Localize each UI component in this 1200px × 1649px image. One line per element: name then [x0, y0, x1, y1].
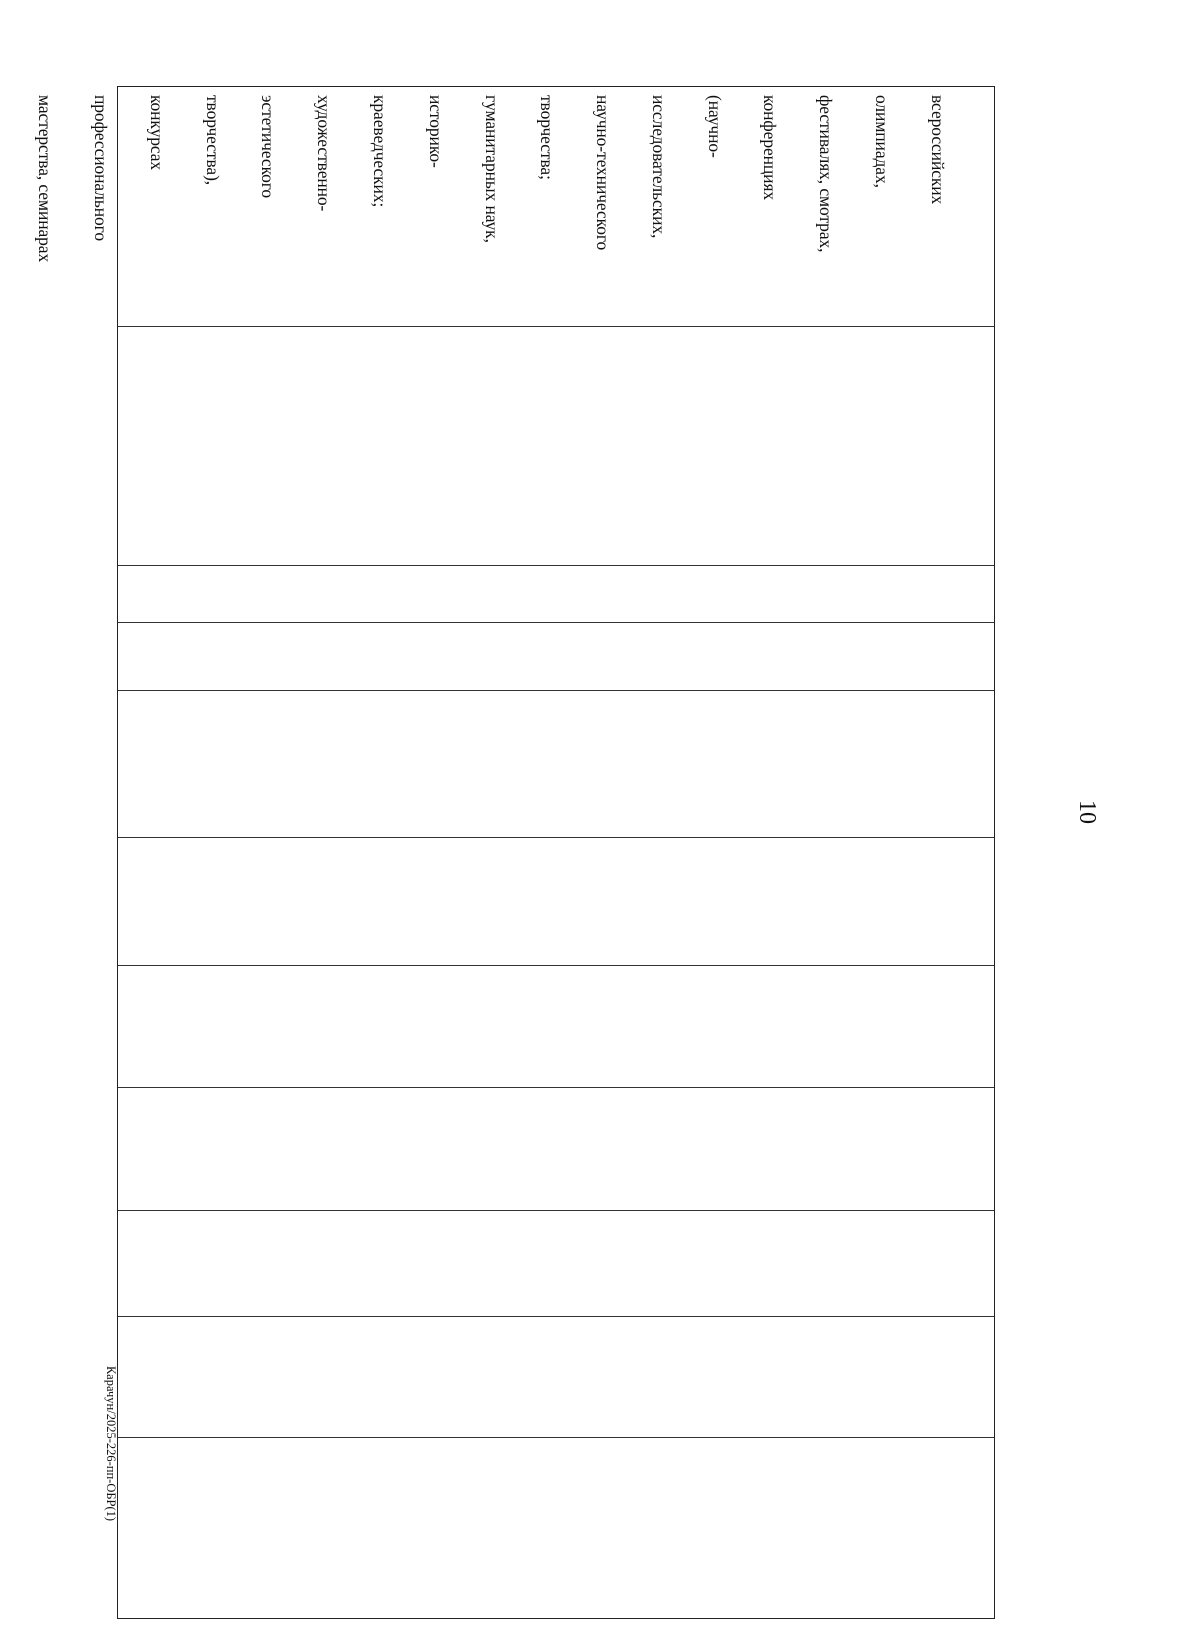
cell-line: исследовательских, — [648, 95, 669, 239]
cell-line: конкурсах — [146, 95, 167, 171]
column-divider — [118, 690, 994, 691]
cell-line: фестивалях, смотрах, — [816, 95, 837, 253]
cell-line: олимпиадах, — [872, 95, 893, 188]
cell-line: художественно- — [314, 95, 335, 212]
column-divider — [118, 326, 994, 327]
document-code: Карачун/2025-226-пп-ОБР(1) — [104, 1366, 118, 1522]
cell-line: профессионального — [91, 95, 112, 241]
column-divider — [118, 1316, 994, 1317]
cell-line: научно-технического — [593, 95, 614, 251]
column-divider — [118, 965, 994, 966]
cell-line: всероссийских — [927, 95, 948, 205]
column-divider — [118, 1437, 994, 1438]
column-divider — [118, 565, 994, 566]
column-divider — [118, 1210, 994, 1211]
cell-line: гуманитарных наук, — [481, 95, 502, 243]
cell-line: мастерства, семинарах — [35, 95, 56, 263]
table-cell-text — [0, 95, 984, 327]
cell-line: конференциях — [760, 95, 781, 201]
page-number: 10 — [1074, 800, 1100, 824]
cell-line: эстетического — [258, 95, 279, 199]
cell-line: творчества; — [537, 95, 558, 180]
cell-line: творчества), — [202, 95, 223, 186]
column-divider — [118, 1087, 994, 1088]
cell-line: историко- — [425, 95, 446, 168]
column-divider — [118, 837, 994, 838]
column-divider — [118, 622, 994, 623]
cell-line: краеведческих; — [370, 95, 390, 208]
cell-line: (научно- — [704, 95, 725, 158]
